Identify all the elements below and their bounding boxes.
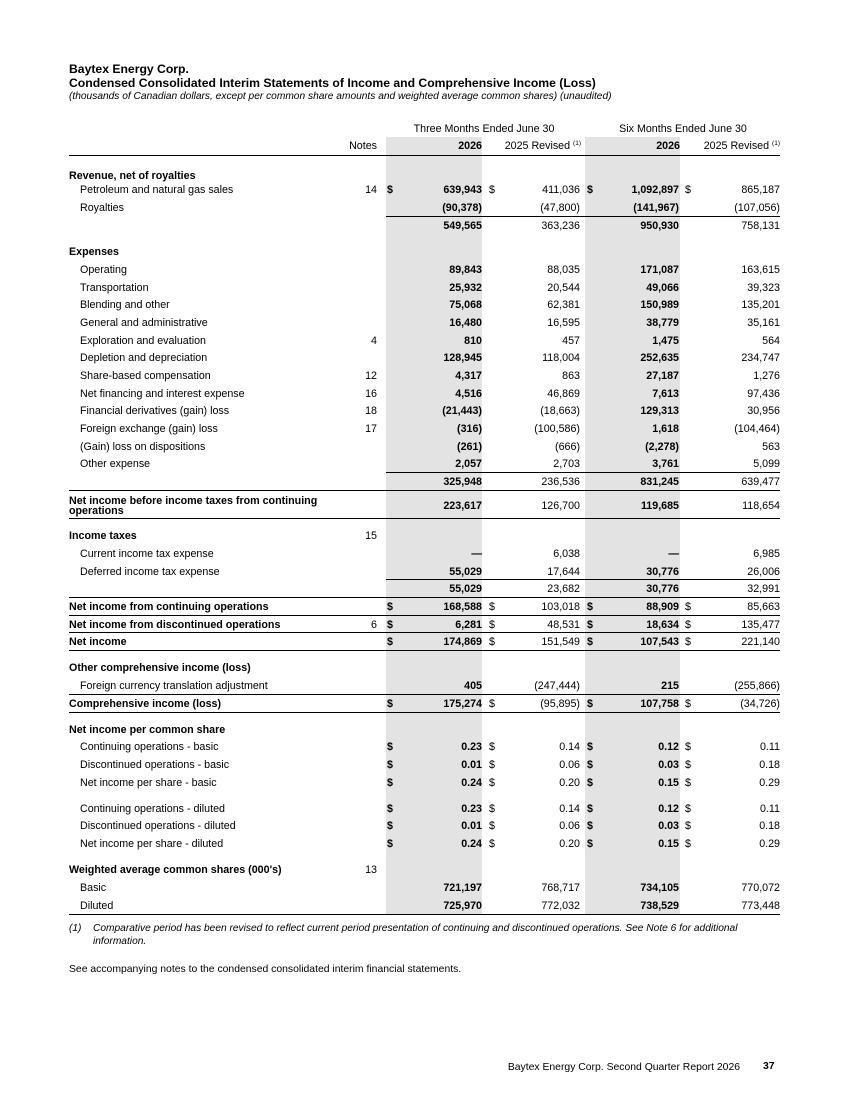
- cell-c1: (21,443): [442, 405, 482, 417]
- row-note: 13: [365, 864, 377, 876]
- column-header-2026-three: [386, 140, 482, 152]
- cell-c1: 0.01: [461, 820, 482, 832]
- currency-symbol: $: [489, 619, 495, 631]
- cell-c1: 721,197: [443, 882, 482, 894]
- statement-title: Condensed Consolidated Interim Statements of Income and Comprehensive Income (Loss): [69, 76, 596, 90]
- column-header-2026-six: [585, 140, 680, 152]
- cell-c1: 55,029: [449, 566, 482, 578]
- cell-c2: 17,644: [547, 566, 580, 578]
- row-label: Exploration and evaluation: [80, 335, 206, 347]
- cell-c2: 0.06: [559, 759, 580, 771]
- table-row: [69, 738, 780, 756]
- table-row: [69, 598, 780, 616]
- table-row: [69, 181, 780, 199]
- currency-symbol: $: [489, 184, 495, 196]
- column-header-notes: Notes: [349, 140, 377, 152]
- currency-symbol: $: [387, 601, 393, 613]
- cell-c3: (141,967): [633, 202, 679, 214]
- cell-c3: —: [668, 548, 679, 560]
- table-row: [69, 438, 780, 456]
- cell-c3: 49,066: [646, 282, 679, 294]
- rule-comprehensive-top: [69, 694, 780, 695]
- cell-c3: 107,543: [640, 636, 679, 648]
- row-label: General and administrative: [80, 317, 208, 329]
- currency-symbol: $: [387, 184, 393, 196]
- table-row: [69, 296, 780, 314]
- currency-symbol: $: [387, 759, 393, 771]
- table-row: [69, 314, 780, 332]
- row-note: 12: [365, 370, 377, 382]
- cell-c1: (316): [457, 423, 482, 435]
- cell-c4: 135,477: [741, 619, 780, 631]
- cell-c1: 810: [464, 335, 482, 347]
- row-label: Continuing operations - basic: [80, 741, 219, 753]
- table-row: [69, 527, 780, 545]
- cell-c4: (255,866): [734, 680, 780, 692]
- rule-pretax-top: [69, 490, 780, 491]
- rule-continuing-top: [69, 597, 780, 598]
- row-label: Other comprehensive income (loss): [69, 662, 251, 674]
- cell-c2: 363,236: [541, 220, 580, 232]
- cell-c4: 0.11: [759, 803, 780, 815]
- table-row: [69, 473, 780, 491]
- cell-c3: 119,685: [640, 500, 679, 512]
- row-label: Depletion and depreciation: [80, 352, 208, 364]
- table-row: [69, 261, 780, 279]
- currency-symbol: $: [587, 820, 593, 832]
- cell-c3: 27,187: [646, 370, 679, 382]
- cell-c3: 3,761: [652, 458, 679, 470]
- currency-symbol: $: [387, 838, 393, 850]
- row-label: Net income: [69, 636, 127, 648]
- cell-c4: 758,131: [741, 220, 780, 232]
- table-row: [69, 545, 780, 563]
- currency-symbol: $: [387, 636, 393, 648]
- cell-c2: 0.06: [559, 820, 580, 832]
- currency-symbol: $: [587, 619, 593, 631]
- currency-symbol: $: [387, 698, 393, 710]
- cell-c4: 0.11: [759, 741, 780, 753]
- table-row: [69, 580, 780, 598]
- currency-symbol: $: [685, 777, 691, 789]
- cell-c2: 768,717: [541, 882, 580, 894]
- cell-c3: 1,618: [652, 423, 679, 435]
- cell-c4: 135,201: [741, 299, 780, 311]
- cell-c2: 0.20: [559, 838, 580, 850]
- currency-symbol: $: [587, 698, 593, 710]
- rule-comprehensive-bottom: [69, 712, 780, 713]
- currency-symbol: $: [587, 636, 593, 648]
- cell-c1: 2,057: [455, 458, 482, 470]
- cell-c2: 151,549: [541, 636, 580, 648]
- table-row: [69, 817, 780, 835]
- cell-c3: 30,776: [646, 566, 679, 578]
- cell-c2: (95,895): [540, 698, 580, 710]
- currency-symbol: $: [685, 838, 691, 850]
- row-label: (Gain) loss on dispositions: [80, 441, 206, 453]
- table-row: [69, 879, 780, 897]
- currency-symbol: $: [489, 803, 495, 815]
- currency-symbol: $: [489, 698, 495, 710]
- cell-c4: 0.18: [759, 820, 780, 832]
- row-label: Net income from continuing operations: [69, 601, 269, 613]
- cell-c4: 85,663: [747, 601, 780, 613]
- page-number: 37: [763, 1061, 775, 1072]
- statement-header: [69, 62, 612, 103]
- cell-c4: (34,726): [740, 698, 780, 710]
- cell-c1: 175,274: [443, 698, 482, 710]
- cell-c2: 126,700: [541, 500, 580, 512]
- cell-c2: 6,038: [553, 548, 580, 560]
- footnote-mark: (1): [772, 140, 780, 147]
- cell-c2: 103,018: [541, 601, 580, 613]
- row-note: 15: [365, 530, 377, 542]
- currency-symbol: $: [387, 803, 393, 815]
- cell-c4: 5,099: [753, 458, 780, 470]
- cell-c1: 639,943: [443, 184, 482, 196]
- cell-c3: 738,529: [640, 900, 679, 912]
- cell-c1: 0.23: [461, 803, 482, 815]
- table-row: [69, 563, 780, 581]
- currency-symbol: $: [587, 838, 593, 850]
- table-row: [69, 616, 780, 634]
- cell-c3: 0.03: [658, 820, 679, 832]
- cell-c4: 1,276: [753, 370, 780, 382]
- cell-c3: 0.03: [658, 759, 679, 771]
- cell-c3: 215: [661, 680, 679, 692]
- rule-header: [69, 155, 780, 156]
- cell-c1: 4,317: [455, 370, 482, 382]
- currency-symbol: $: [685, 698, 691, 710]
- cell-c2: 16,595: [547, 317, 580, 329]
- table-row: [69, 800, 780, 818]
- table-row: [69, 243, 780, 261]
- cell-c2: 236,536: [541, 476, 580, 488]
- row-label: Royalties: [80, 202, 124, 214]
- statement-subtitle: (thousands of Canadian dollars, except per common share amounts and weighted average common shares) (unaudited): [69, 91, 612, 102]
- currency-symbol: $: [489, 838, 495, 850]
- row-label: Net income before income taxes from continuing operations: [69, 495, 318, 517]
- row-label: Other expense: [80, 458, 151, 470]
- cell-c3: 734,105: [640, 882, 679, 894]
- cell-c4: 6,985: [753, 548, 780, 560]
- cell-c1: 223,617: [443, 500, 482, 512]
- cell-c4: 35,161: [747, 317, 780, 329]
- cell-c3: 30,776: [646, 583, 679, 595]
- cell-c1: 0.24: [461, 838, 482, 850]
- cell-c2: 46,869: [547, 388, 580, 400]
- cell-c2: 411,036: [542, 184, 580, 196]
- cell-c1: 405: [464, 680, 482, 692]
- row-label: Diluted: [80, 900, 114, 912]
- cell-c4: 32,991: [747, 583, 780, 595]
- cell-c1: 168,588: [443, 601, 482, 613]
- see-notes-text: See accompanying notes to the condensed consolidated interim financial statements.: [69, 964, 462, 975]
- row-label: Net income per share - basic: [80, 777, 217, 789]
- rule-net-income-top: [69, 632, 780, 633]
- row-label: Petroleum and natural gas sales: [80, 184, 234, 196]
- cell-c3: 1,475: [652, 335, 679, 347]
- cell-c1: —: [471, 548, 482, 560]
- table-row: [69, 367, 780, 385]
- cell-c2: (247,444): [534, 680, 580, 692]
- row-label: Weighted average common shares (000's): [69, 864, 282, 876]
- cell-c1: 16,480: [449, 317, 482, 329]
- row-label: Transportation: [80, 282, 149, 294]
- currency-symbol: $: [489, 636, 495, 648]
- row-note: 18: [365, 405, 377, 417]
- column-header-2025-three-text: 2025 Revised: [504, 140, 571, 152]
- currency-symbol: $: [685, 601, 691, 613]
- cell-c2: 0.14: [559, 741, 580, 753]
- row-label: Discontinued operations - basic: [80, 759, 230, 771]
- table-row: [69, 756, 780, 774]
- cell-c1: 89,843: [449, 264, 482, 276]
- cell-c3: 38,779: [646, 317, 679, 329]
- cell-c1: 0.23: [461, 741, 482, 753]
- cell-c3: 0.12: [658, 803, 679, 815]
- currency-symbol: $: [685, 759, 691, 771]
- cell-c4: 865,187: [741, 184, 780, 196]
- cell-c4: 0.18: [759, 759, 780, 771]
- cell-c4: 639,477: [741, 476, 780, 488]
- cell-c2: 88,035: [547, 264, 580, 276]
- table-row: [69, 349, 780, 367]
- currency-symbol: $: [489, 759, 495, 771]
- cell-c1: 0.01: [461, 759, 482, 771]
- currency-symbol: $: [685, 184, 691, 196]
- table-row: [69, 495, 780, 517]
- table-row: [69, 279, 780, 297]
- table-row: [69, 774, 780, 792]
- table-row: [69, 385, 780, 403]
- cell-c2: 457: [562, 335, 580, 347]
- cell-c1: 55,029: [449, 583, 482, 595]
- currency-symbol: $: [489, 601, 495, 613]
- cell-c2: 20,544: [547, 282, 580, 294]
- cell-c1: 174,869: [443, 636, 482, 648]
- row-label: Basic: [80, 882, 107, 894]
- cell-c3: 171,087: [640, 264, 679, 276]
- cell-c2: 772,032: [541, 900, 580, 912]
- table-row: [69, 199, 780, 217]
- row-note: 16: [365, 388, 377, 400]
- cell-c1: 25,932: [449, 282, 482, 294]
- cell-c3: 1,092,897: [631, 184, 679, 196]
- cell-c4: 0.29: [759, 777, 780, 789]
- cell-c2: (100,586): [534, 423, 580, 435]
- cell-c3: 18,634: [646, 619, 679, 631]
- table-row: [69, 659, 780, 677]
- currency-symbol: $: [685, 803, 691, 815]
- group-header-three-months: Three Months Ended June 30: [413, 123, 555, 135]
- company-name: Baytex Energy Corp.: [69, 62, 189, 76]
- cell-c2: 23,682: [547, 583, 580, 595]
- row-label: Foreign exchange (gain) loss: [80, 423, 218, 435]
- row-label: Financial derivatives (gain) loss: [80, 405, 230, 417]
- cell-c3: (2,278): [645, 441, 679, 453]
- currency-symbol: $: [685, 741, 691, 753]
- cell-c2: 0.14: [559, 803, 580, 815]
- currency-symbol: $: [489, 741, 495, 753]
- cell-c3: 129,313: [640, 405, 679, 417]
- cell-c2: 62,381: [547, 299, 580, 311]
- cell-c3: 0.15: [658, 777, 679, 789]
- currency-symbol: $: [587, 759, 593, 771]
- table-row: [69, 455, 780, 473]
- row-label: Continuing operations - diluted: [80, 803, 225, 815]
- cell-c1: 725,970: [443, 900, 482, 912]
- row-label: Net financing and interest expense: [80, 388, 245, 400]
- cell-c1: (90,378): [442, 202, 482, 214]
- currency-symbol: $: [489, 777, 495, 789]
- table-row: [69, 332, 780, 350]
- cell-c1: 0.24: [461, 777, 482, 789]
- cell-c1: 75,068: [449, 299, 482, 311]
- column-header-2025-three: [485, 140, 581, 152]
- cell-c2: 863: [562, 370, 580, 382]
- cell-c2: 48,531: [547, 619, 580, 631]
- rule-pretax-bottom: [69, 518, 780, 519]
- rule-tax-subtotal: [386, 579, 780, 580]
- row-label: Income taxes: [69, 530, 137, 542]
- cell-c1: 4,516: [455, 388, 482, 400]
- currency-symbol: $: [587, 803, 593, 815]
- cell-c4: 221,140: [741, 636, 780, 648]
- cell-c4: 39,323: [747, 282, 780, 294]
- currency-symbol: $: [387, 741, 393, 753]
- currency-symbol: $: [587, 184, 593, 196]
- row-label: Comprehensive income (loss): [69, 698, 222, 710]
- cell-c2: 0.20: [559, 777, 580, 789]
- footnote-text: Comparative period has been revised to reflect current period presentation of continuing and discontinued operations. See Note 6 for additional information.: [93, 923, 738, 947]
- rule-net-income-bottom: [69, 650, 780, 651]
- rule-expenses-subtotal: [386, 472, 780, 473]
- table-row: [69, 402, 780, 420]
- table-row: [69, 861, 780, 879]
- cell-c4: 118,654: [742, 500, 780, 512]
- currency-symbol: $: [587, 601, 593, 613]
- column-header-2026-three-text: 2026: [458, 140, 482, 152]
- cell-c4: 773,448: [741, 900, 780, 912]
- row-label: Foreign currency translation adjustment: [80, 680, 268, 692]
- cell-c4: 30,956: [747, 405, 780, 417]
- row-label: Discontinued operations - diluted: [80, 820, 236, 832]
- cell-c3: 950,930: [640, 220, 679, 232]
- currency-symbol: $: [685, 820, 691, 832]
- cell-c3: 831,245: [640, 476, 679, 488]
- row-label: Expenses: [69, 246, 119, 258]
- row-note: 14: [365, 184, 377, 196]
- row-note: 4: [371, 335, 377, 347]
- row-label: Blending and other: [80, 299, 170, 311]
- table-row: [69, 677, 780, 695]
- cell-c4: 234,747: [741, 352, 780, 364]
- cell-c4: 0.29: [759, 838, 780, 850]
- cell-c4: 163,615: [741, 264, 780, 276]
- cell-c3: 88,909: [646, 601, 679, 613]
- row-label: Current income tax expense: [80, 548, 214, 560]
- cell-c1: 128,945: [443, 352, 482, 364]
- table-row: [69, 721, 780, 739]
- column-header-2026-six-text: 2026: [656, 140, 680, 152]
- row-label: Net income per common share: [69, 724, 226, 736]
- cell-c1: (261): [457, 441, 482, 453]
- row-label: Revenue, net of royalties: [69, 170, 196, 182]
- table-row: [69, 420, 780, 438]
- cell-c3: 7,613: [652, 388, 679, 400]
- page-footer-report: Baytex Energy Corp. Second Quarter Report 2026: [507, 1062, 740, 1073]
- currency-symbol: $: [387, 820, 393, 832]
- row-label: Deferred income tax expense: [80, 566, 220, 578]
- cell-c3: 0.12: [658, 741, 679, 753]
- cell-c1: 325,948: [443, 476, 482, 488]
- currency-symbol: $: [685, 636, 691, 648]
- currency-symbol: $: [489, 820, 495, 832]
- column-header-2025-six: [684, 140, 780, 152]
- table-row: [69, 633, 780, 651]
- row-note: 17: [365, 423, 377, 435]
- cell-c4: 770,072: [741, 882, 780, 894]
- currency-symbol: $: [587, 741, 593, 753]
- table-row: [69, 217, 780, 235]
- cell-c1: 549,565: [443, 220, 482, 232]
- table-row: [69, 835, 780, 853]
- cell-c3: 150,989: [640, 299, 679, 311]
- row-label: Share-based compensation: [80, 370, 211, 382]
- footnote-mark: (1): [573, 140, 581, 147]
- cell-c4: (104,464): [734, 423, 780, 435]
- cell-c4: 563: [762, 441, 780, 453]
- cell-c3: 252,635: [640, 352, 679, 364]
- row-note: 6: [371, 619, 377, 631]
- currency-symbol: $: [685, 619, 691, 631]
- group-header-six-months: Six Months Ended June 30: [619, 123, 747, 135]
- rule-table-bottom: [69, 914, 780, 915]
- cell-c4: (107,056): [734, 202, 780, 214]
- cell-c2: (18,663): [540, 405, 580, 417]
- cell-c2: 2,703: [553, 458, 580, 470]
- table-row: [69, 695, 780, 713]
- cell-c2: 118,004: [542, 352, 580, 364]
- row-label: Net income from discontinued operations: [69, 619, 281, 631]
- rule-continuing-bottom: [69, 615, 780, 616]
- currency-symbol: $: [587, 777, 593, 789]
- currency-symbol: $: [387, 619, 393, 631]
- cell-c1: 6,281: [455, 619, 482, 631]
- rule-revenue-subtotal: [386, 216, 780, 217]
- cell-c3: 0.15: [658, 838, 679, 850]
- cell-c2: (47,800): [540, 202, 580, 214]
- footnote-marker: (1): [69, 923, 82, 934]
- cell-c2: (666): [555, 441, 580, 453]
- row-label: Operating: [80, 264, 127, 276]
- currency-symbol: $: [387, 777, 393, 789]
- cell-c4: 564: [762, 335, 780, 347]
- cell-c3: 107,758: [640, 698, 679, 710]
- cell-c4: 97,436: [747, 388, 780, 400]
- cell-c4: 26,006: [747, 566, 780, 578]
- column-header-2025-six-text: 2025 Revised: [703, 140, 770, 152]
- row-label: Net income per share - diluted: [80, 838, 224, 850]
- table-row: [69, 897, 780, 915]
